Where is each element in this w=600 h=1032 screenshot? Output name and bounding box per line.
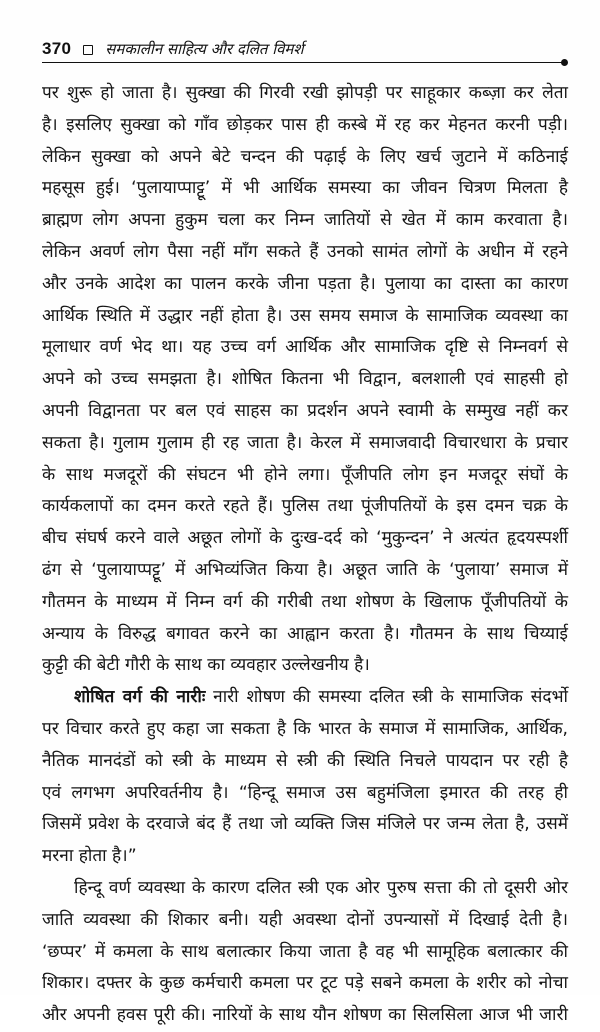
text-line: हिन्दू वर्ण व्यवस्था के कारण दलित स्त्री एक ओर पुरुष सत्ता की तो दूसरी ओर bbox=[74, 877, 568, 898]
text-line: महसूस हुई। ‘पुलायाप्पाट्टू’ में भी आर्थिक समस्या का जीवन चित्रण मिलता है bbox=[42, 178, 568, 199]
text-line: लेकिन सुक्खा को अपने बेटे चन्दन की पढ़ाई के लिए खर्च जुटाने में कठिनाई bbox=[42, 146, 568, 167]
page-number: 370 bbox=[42, 39, 72, 58]
text-line: शिकार। दफ्तर के कुछ कर्मचारी कमला पर टूट पड़े सबने कमला के शरीर को नोचा bbox=[42, 973, 568, 994]
text-line: पर शुरू हो जाता है। सुक्खा की गिरवी रखी झोपड़ी पर साहूकार कब्ज़ा कर लेता bbox=[42, 83, 568, 103]
text-line: पर विचार करते हुए कहा जा सकता है कि भारत के समाज में सामाजिक, आर्थिक, bbox=[42, 718, 568, 739]
text-line: कार्यकलापों का दमन करते रहते हैं। पुलिस तथा पूंजीपतियों के इस दमन चक्र के bbox=[42, 496, 568, 517]
text-line: के साथ मजदूरों की संघटन भी होने लगा। पूँजीपति लोग इन मजदूर संघों के bbox=[42, 464, 568, 485]
text-line: एवं लगभग अपरिवर्तनीय है। “हिन्दू समाज उस बहुमंजिला इमारत की तरह ही bbox=[42, 782, 568, 803]
text-line: अन्याय के विरुद्ध बगावत करने का आह्वान करता है। गौतमन के साथ चिय्याई bbox=[42, 623, 568, 644]
text-line-rest: नारी शोषण की समस्या दलित स्त्री के सामाजिक संदर्भो bbox=[205, 687, 568, 708]
text-line: अपनी विद्वानता पर बल एवं साहस का प्रदर्शन अपने स्वामी के सम्मुख नहीं कर bbox=[42, 400, 568, 421]
text-line: ढंग से ‘पुलायाप्पट्टू’ में अभिव्यंजित किया है। अछूत जाति के ‘पुलाया’ समाज में bbox=[42, 559, 568, 580]
page-header bbox=[42, 38, 566, 60]
section-heading: शोषित वर्ग की नारीः bbox=[74, 687, 206, 708]
text-line: गौतमन के माध्यम में निम्न वर्ग की गरीबी तथा शोषण के खिलाफ पूँजीपतियों के bbox=[42, 591, 568, 612]
paragraph-1 bbox=[42, 78, 568, 682]
text-line: मूलाधार वर्ण भेद था। यह उच्च वर्ग आर्थिक और सामाजिक दृष्टि से निम्नवर्ग से bbox=[42, 337, 568, 358]
body-text bbox=[42, 78, 568, 1032]
text-line: नैतिक मानदंडों को स्त्री के माध्यम से स्त्री की स्थिति निचले पायदान पर रही है bbox=[42, 750, 568, 771]
text-line: लेकिन अवर्ण लोग पैसा नहीं माँग सकते हैं उनको सामंत लोगों के अधीन में रहने bbox=[42, 241, 568, 262]
text-line: और उनके आदेश का पालन करके जीना पड़ता है। पुलाया का दास्ता का कारण bbox=[42, 273, 568, 294]
text-line: जाति व्यवस्था की शिकार बनी। यही अवस्था दोनों उपन्यासों में दिखाई देती है। bbox=[42, 909, 568, 930]
text-line: ‘छप्पर’ में कमला के साथ बलात्कार किया जाता है वह भी सामूहिक बलात्कार की bbox=[42, 941, 568, 962]
square-bullet-icon bbox=[83, 45, 93, 55]
header-rule bbox=[42, 62, 562, 63]
text-line: अपने को उच्च समझता है। शोषित कितना भी विद्वान, बलशाली एवं साहसी हो bbox=[42, 369, 568, 390]
text-line: आर्थिक स्थिति में उद्धार नहीं होता है। उस समय समाज के सामाजिक व्यवस्था का bbox=[42, 305, 568, 326]
text-line: है। इसलिए सुक्खा को गाँव छोड़कर पास ही कस्बे में रह कर मेहनत करनी पड़ी। bbox=[42, 114, 568, 135]
running-title: समकालीन साहित्य और दलित विमर्श bbox=[105, 40, 304, 58]
rule-end-dot-icon bbox=[561, 59, 568, 66]
text-line: कुट्टी की बेटी गौरी के साथ का व्यवहार उल्लेखनीय है। bbox=[42, 655, 370, 676]
text-line: मरना होता है।” bbox=[42, 846, 137, 867]
paragraph-2 bbox=[42, 682, 568, 873]
text-line: ब्राह्मण लोग अपना हुकुम चला कर निम्न जातियों से खेत में काम करवाता है। bbox=[42, 210, 568, 231]
text-line: और अपनी हवस पूरी की। नारियों के साथ यौन शोषण का सिलसिला आज भी जारी bbox=[42, 1005, 568, 1026]
text-line: बीच संघर्ष करने वाले अछूत लोगों के दुःख-दर्द को ‘मुकुन्दन’ ने अत्यंत हृदयस्पर्शी bbox=[42, 528, 568, 549]
text-line bbox=[42, 682, 568, 714]
text-line: जिसमें प्रवेश के दरवाजे बंद हैं तथा जो व्यक्ति जिस मंजिले पर जन्म लेता है, उसमें bbox=[42, 814, 568, 835]
text-line: सकता है। गुलाम गुलाम ही रह जाता है। केरल में समाजवादी विचारधारा के प्रचार bbox=[42, 432, 568, 453]
paragraph-3 bbox=[42, 873, 568, 1032]
